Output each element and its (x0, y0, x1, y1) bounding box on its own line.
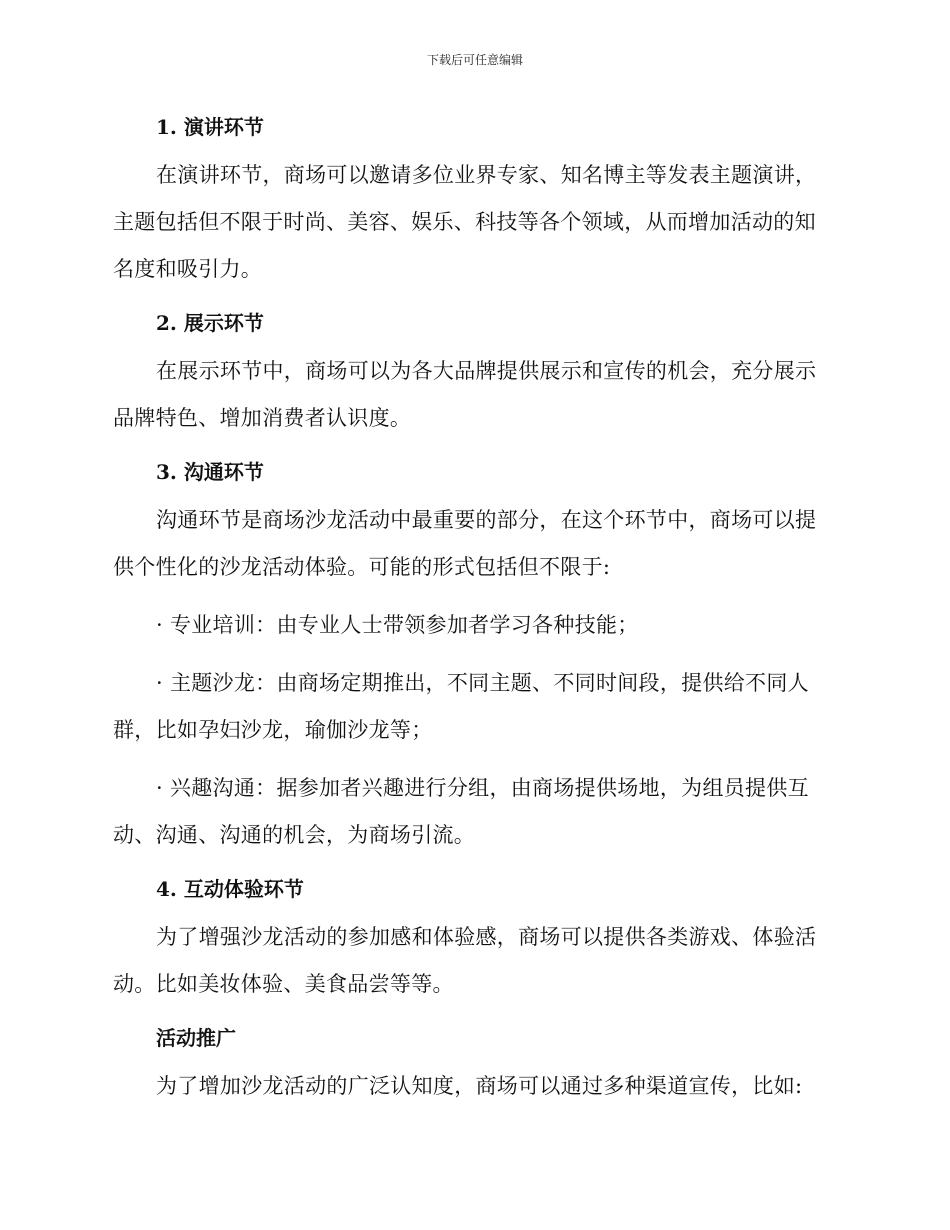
paragraph-speech: 在演讲环节，商场可以邀请多位业界专家、知名博主等发表主题演讲，主题包括但不限于时尚、美容、娱乐、科技等各个领域，从而增加活动的知名度和吸引力。 (113, 163, 817, 281)
section-heading-interactive-experience: 4. 互动体验环节 (156, 877, 304, 901)
paragraph-promotion: 为了增加沙龙活动的广泛认知度，商场可以通过多种渠道宣传，比如: (156, 1074, 803, 1098)
paragraph-interactive-experience: 为了增强沙龙活动的参加感和体验感，商场可以提供各类游戏、体验活动。比如美妆体验、美食品尝等等。 (113, 925, 817, 996)
page-header-note: 下载后可任意编辑 (426, 53, 523, 67)
paragraph-display: 在展示环节中，商场可以为各大品牌提供展示和宣传的机会，充分展示品牌特色、增加消费者认识度。 (113, 359, 817, 430)
document-body (113, 108, 833, 1110)
section-heading-communication: 3. 沟通环节 (156, 460, 264, 484)
bullet-theme-salon: · 主题沙龙：由商场定期推出，不同主题、不同时间段，提供给不同人群，比如孕妇沙龙，瑜伽沙龙等； (113, 671, 809, 742)
bullet-professional-training: · 专业培训：由专业人士带领参加者学习各种技能； (156, 613, 639, 637)
bullet-interest-communication: · 兴趣沟通：据参加者兴趣进行分组，由商场提供场地，为组员提供互动、沟通、沟通的机会，为商场引流。 (113, 776, 809, 847)
section-heading-speech: 1. 演讲环节 (156, 115, 264, 139)
section-heading-display: 2. 展示环节 (156, 311, 264, 335)
section-heading-promotion: 活动推广 (156, 1026, 236, 1050)
paragraph-communication: 沟通环节是商场沙龙活动中最重要的部分，在这个环节中，商场可以提供个性化的沙龙活动体验。可能的形式包括但不限于: (113, 508, 817, 579)
